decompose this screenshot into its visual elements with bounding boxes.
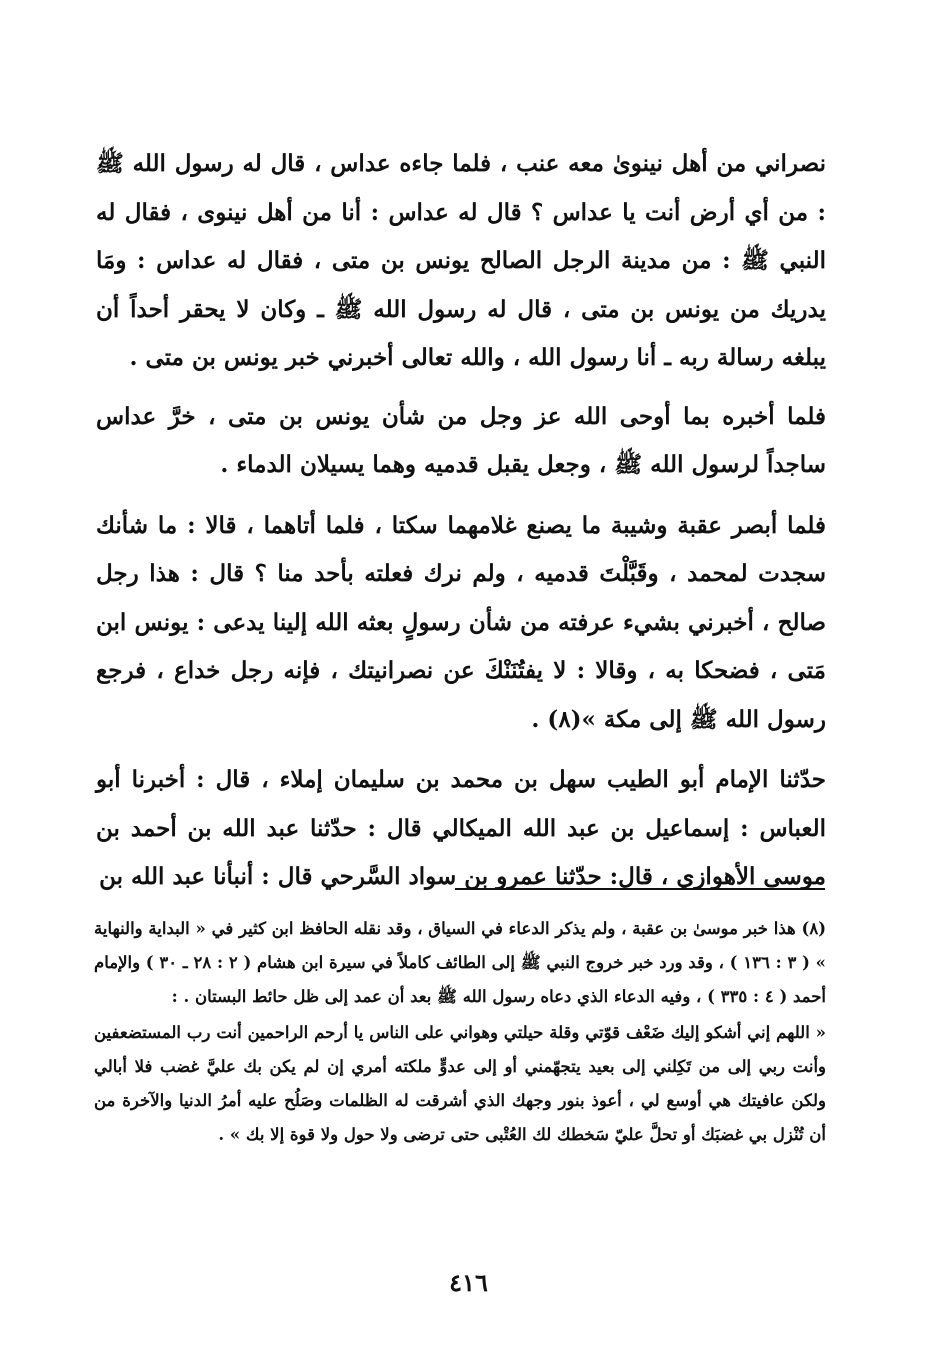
page-number: ٤١٦ [449, 1268, 488, 1297]
paragraph-2: فلما أخبره بما أوحى الله عز وجل من شأن يونس بن متى ، خرَّ عداس ساجداً لرسول الله ﷺ ، وجعل يقبل قدميه وهما يسيلان الدماء . [96, 402, 826, 478]
paragraph-4: حدّثنا الإمام أبو الطيب سهل بن محمد بن سليمان إملاء ، قال : أخبرنا أبو العباس : إسماعيل بن عبد الله الميكالي قال : حدّثنا عبد الله بن أحمد بن موسى الأهوازي ، قال: حدّثنا عمرو بن سواد السَّرحي قال : أنبأنا عبد الله بن [96, 766, 826, 890]
footnotes [94, 912, 826, 1152]
footnote-dua: « اللهم إني أشكو إليك ضَعْف قوّتي وقلة حيلتي وهواني على الناس يا أرحم الراحمين أنت رب المستضعفين وأنت ربي إلى من تَكِلني إلى بعيد يتجهّمني أو إلى عدوٍّ ملكته أمري إن لم يكن بك عليَّ غضب فلا أبالي ولكن عافيتك هي أوسع لي ، أعوذ بنور وجهك الذي أشرقت له الظلمات وصَلُح عليه أمرُ الدنيا والآخرة من أن تُنْزل بي غضبَك أو تحلَّ عليّ سَخطك لك العُتْبى حتى ترضى ولا حول ولا قوة إلا بك » . [94, 1023, 826, 1144]
footnote-separator [455, 888, 825, 890]
paragraph-3: فلما أبصر عقبة وشيبة ما يصنع غلامهما سكتا ، فلما أتاهما ، قالا : ما شأنك سجدت لمحمد ، وقَبَّلْتَ قدميه ، ولم نرك فعلته بأحد منا ؟ قال : هذا رجل صالح ، أخبرني بشيء عرفته من شأن رسولٍ بعثه الله إلينا يدعى : يونس ابن مَتى ، فضحكا به ، وقالا : لا يفتُنَنْكَ عن نصرانيتك ، فإنه رجل خداع ، فرجع رسول الله ﷺ إلى مكة »(٨) . [96, 511, 826, 733]
footnote-8: (٨) هذا خبر موسىٰ بن عقبة ، ولم يذكر الدعاء في السياق ، وقد نقله الحافظ ابن كثير في « البداية والنهاية » ( ٣ : ١٣٦ ) ، وقد ورد خبر خروج النبي ﷺ إلى الطائف كاملاً في سيرة ابن هشام ( ٢ : ٢٨ ـ ٣٠ ) والإمام أحمد ( ٤ : ٣٣٥ ) ، وفيه الدعاء الذي دعاه رسول الله ﷺ بعد أن عمد إلى ظل حائط البستان . : [94, 919, 826, 1006]
paragraph-1: نصراني من أهل نينوىٰ معه عنب ، فلما جاءه عداس ، قال له رسول الله ﷺ : من أي أرض أنت يا عداس ؟ قال له عداس : أنا من أهل نينوى ، فقال له النبي ﷺ : من مدينة الرجل الصالح يونس بن متى ، فقال له عداس : ومَا يدريك من يونس بن متى ، قال له رسول الله ﷺ ـ وكان لا يحقر أحداً أن يبلغه رسالة ربه ـ أنا رسول الله ، والله تعالى أخبرني خبر يونس بن متى . [96, 150, 826, 371]
main-text [96, 140, 826, 902]
